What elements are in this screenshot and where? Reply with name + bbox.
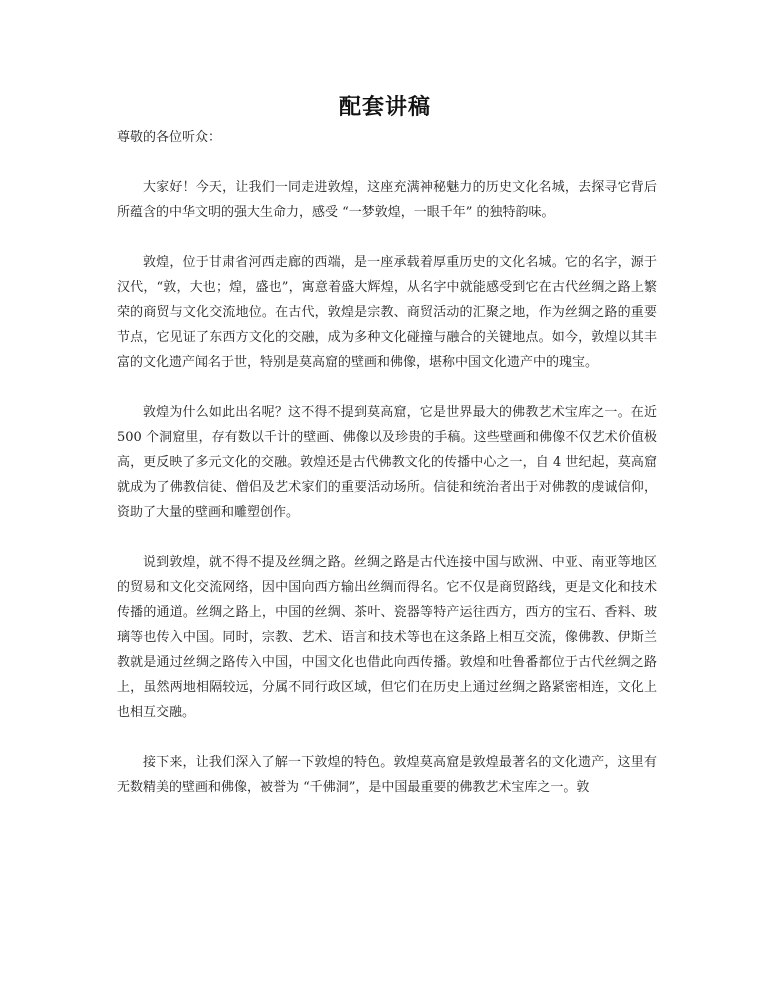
paragraph-dunhuang-location: 敦煌，位于甘肃省河西走廊的西端，是一座承载着厚重历史的文化名城。它的名字，源于汉代，“敦，大也；煌，盛也”，寓意着盛大辉煌，从名字中就能感受到它在古代丝绸之路上繁荣的商贸与文化交流地位。在古代，敦煌是宗教、商贸活动的汇聚之地，作为丝绸之路的重要节点，它见证了东西方文化的交融，成为多种文化碰撞与融合的关键地点。如今，敦煌以其丰富的文化遗产闻名于世，特别是莫高窟的壁画和佛像，堪称中国文化遗产中的瑰宝。: [117, 255, 657, 370]
paragraph-intro: 大家好！今天，让我们一同走进敦煌，这座充满神秘魅力的历史文化名城，去探寻它背后所蕴含的中华文明的强大生命力，感受 “一梦敦煌，一眼千年” 的独特韵味。: [117, 180, 657, 220]
paragraph-silk-road: 说到敦煌，就不得不提及丝绸之路。丝绸之路是古代连接中国与欧洲、中亚、南亚等地区的贸易和文化交流网络，因中国向西方输出丝绸而得名。它不仅是商贸路线，更是文化和技术传播的通道。丝绸之路上，中国的丝绸、茶叶、瓷器等特产运往西方，西方的宝石、香料、玻璃等也传入中国。同时，宗教、艺术、语言和技术等也在这条路上相互交流，像佛教、伊斯兰教就是通过丝绸之路传入中国，中国文化也借此向西传播。敦煌和吐鲁番都位于古代丝绸之路上，虽然两地相隔较远，分属不同行政区域，但它们在历史上通过丝绸之路紧密相连，文化上也相互交融。: [117, 555, 657, 720]
document-title: 配套讲稿: [338, 94, 431, 120]
paragraph-mogao-caves: 敦煌为什么如此出名呢？这不得不提到莫高窟，它是世界最大的佛教艺术宝库之一。在近 500 个洞窟里，存有数以千计的壁画、佛像以及珍贵的手稿。这些壁画和佛像不仅艺术价值极高，更反映了多元文化的交融。敦煌还是古代佛教文化的传播中心之一，自 4 世纪起，莫高窟就成为了佛教信徒、僧侣及艺术家们的重要活动场所。信徒和统治者出于对佛教的虔诚信仰，资助了大量的壁画和雕塑创作。: [117, 405, 657, 520]
paragraph-features: 接下来，让我们深入了解一下敦煌的特色。敦煌莫高窟是敦煌最著名的文化遗产，这里有无数精美的壁画和佛像，被誉为 “千佛洞”，是中国最重要的佛教艺术宝库之一。敦: [117, 755, 657, 795]
salutation: 尊敬的各位听众：: [117, 130, 222, 145]
document-body: [117, 125, 657, 825]
